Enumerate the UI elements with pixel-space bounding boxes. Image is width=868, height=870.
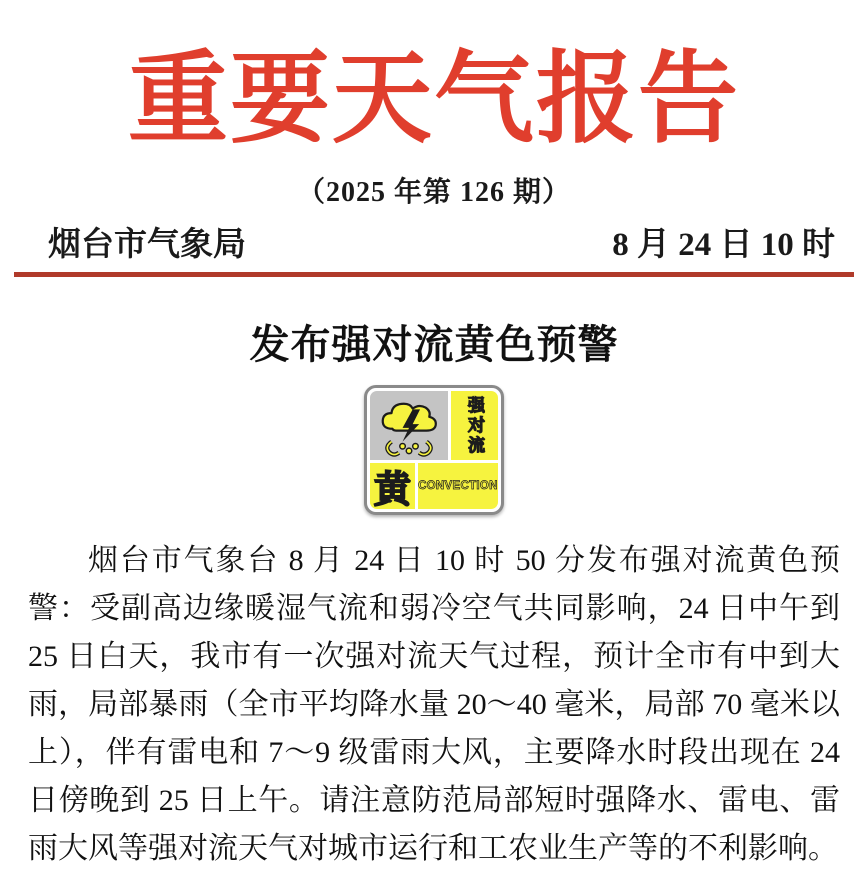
issue-datetime: 8 月 24 日 10 时 [612, 227, 835, 263]
warning-icon-top-row [370, 391, 498, 460]
issuing-agency: 烟台市气象局 [48, 227, 246, 263]
header-meta-row [48, 218, 835, 265]
warning-english-label: CONVECTION [418, 463, 498, 509]
report-title: 重要天气报告 [128, 44, 740, 155]
warning-body-paragraph: 烟台市气象台 8 月 24 日 10 时 50 分发布强对流黄色预警：受副高边缘暖湿气流和弱冷空气共同影响，24 日中午到 25 日白天，我市有一次强对流天气过程，预计全市有中到大雨，局部暴雨（全市平均降水量 20～40 毫米，局部 70 毫米以上），伴有雷电和 7～9 级雷雨大风，主要降水时段出现在 24 日傍晚到 25 日上午。请注意防范局部短时强降水、雷电、雷雨大风等强对流天气对城市运行和工农业生产等的不利影响。 [28, 544, 840, 865]
warning-icon-bottom-row [370, 463, 498, 509]
warning-icon-container [0, 385, 868, 515]
warning-type-vertical-label: 强对流 [451, 391, 498, 460]
warning-level-character: 黄 [370, 463, 415, 509]
issue-number-line: （2025 年第 126 期） [296, 177, 571, 208]
severe-convection-yellow-warning-icon [364, 385, 504, 515]
warning-headline: 发布强对流黄色预警 [249, 323, 619, 367]
red-divider-rule [14, 272, 854, 277]
convection-cloud-lightning-icon [370, 391, 448, 460]
